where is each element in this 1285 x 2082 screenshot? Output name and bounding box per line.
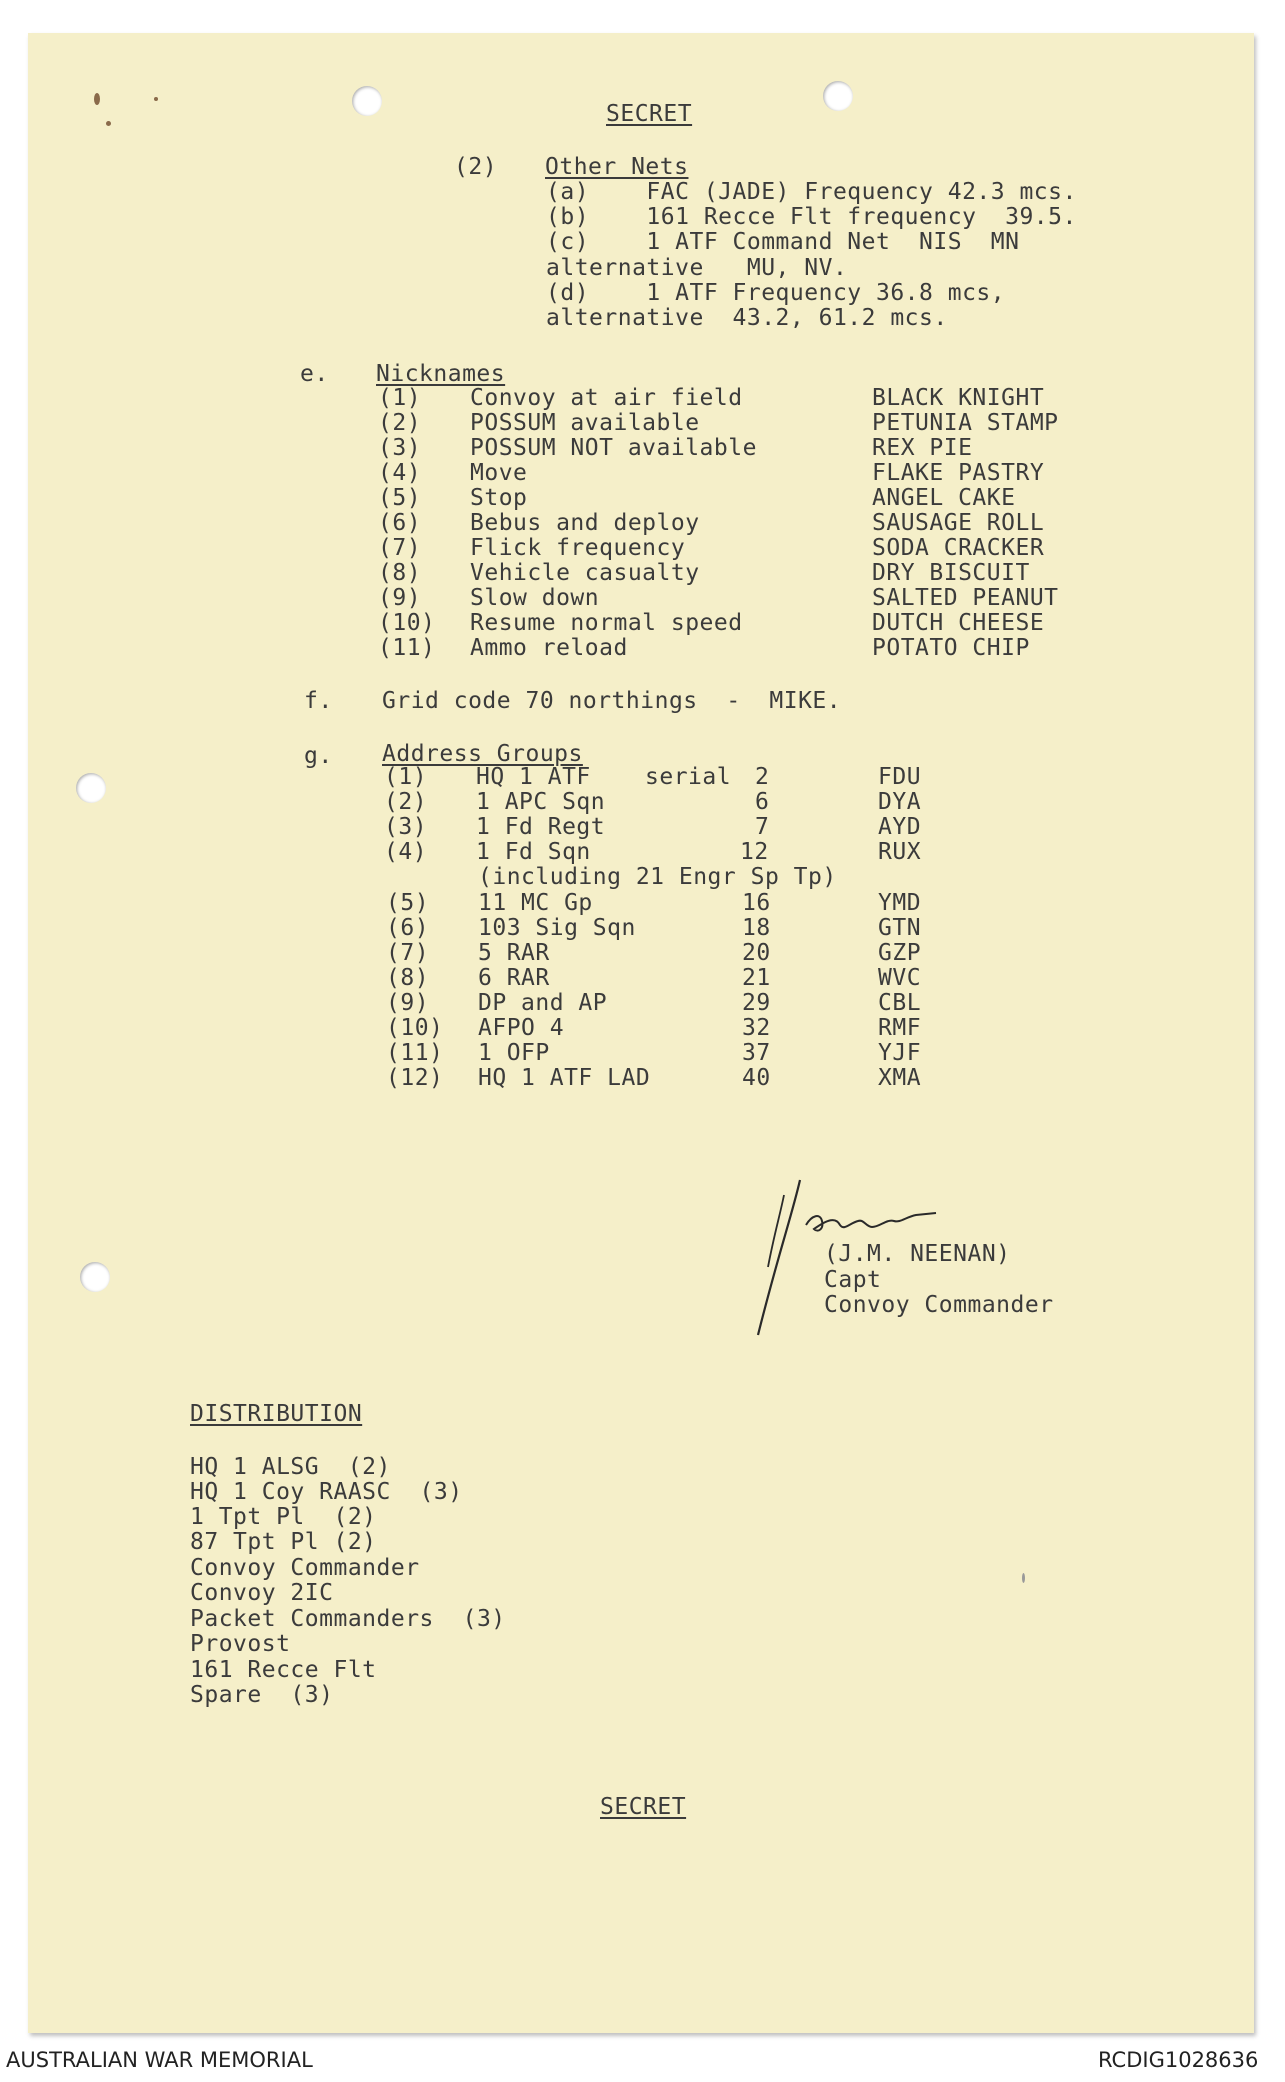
address-serial: 16 — [742, 890, 771, 916]
address-code: YMD — [878, 890, 922, 916]
address-num: (7) — [386, 940, 430, 966]
nickname-num: (10) — [378, 610, 436, 636]
distribution-item: Provost — [190, 1631, 291, 1657]
header-classification: SECRET — [606, 101, 693, 127]
address-code: GZP — [878, 940, 922, 966]
nicknames-letter: e. — [300, 361, 329, 387]
serial-label: serial — [645, 764, 732, 790]
address-serial: 12 — [740, 839, 769, 865]
nickname-code: FLAKE PASTRY — [872, 460, 1045, 486]
ink-smudge — [106, 121, 111, 126]
footer-classification: SECRET — [600, 1794, 687, 1820]
address-unit: 1 Fd Sqn — [476, 839, 591, 865]
address-num: (10) — [386, 1015, 444, 1041]
address-serial: 2 — [755, 764, 770, 790]
nickname-label: Flick frequency — [470, 535, 686, 561]
address-serial: 18 — [742, 915, 771, 941]
address-code: XMA — [878, 1065, 922, 1091]
nickname-code: PETUNIA STAMP — [872, 410, 1059, 436]
nickname-num: (7) — [378, 535, 422, 561]
address-num: (1) — [384, 764, 428, 790]
nickname-num: (8) — [378, 560, 422, 586]
address-serial: 37 — [742, 1040, 771, 1066]
other-nets-line: (d) 1 ATF Frequency 36.8 mcs, — [546, 280, 1006, 306]
nickname-label: Slow down — [470, 585, 600, 611]
nickname-label: Convoy at air field — [470, 385, 743, 411]
address-code: WVC — [878, 965, 922, 991]
punch-hole — [76, 773, 106, 803]
address-unit: 103 Sig Sqn — [478, 915, 636, 941]
distribution-heading: DISTRIBUTION — [190, 1401, 363, 1427]
punch-hole — [80, 1262, 110, 1292]
grid-code-text: Grid code 70 northings - MIKE. — [382, 688, 842, 714]
address-serial: 21 — [742, 965, 771, 991]
nickname-num: (2) — [378, 410, 422, 436]
signatory-name: (J.M. NEENAN) — [824, 1241, 1011, 1267]
address-code: CBL — [878, 990, 922, 1016]
nickname-num: (5) — [378, 485, 422, 511]
address-groups-letter: g. — [304, 743, 333, 769]
other-nets-line: alternative MU, NV. — [546, 255, 848, 281]
address-code: RMF — [878, 1015, 922, 1041]
address-num: (5) — [386, 890, 430, 916]
nickname-code: SALTED PEANUT — [872, 585, 1059, 611]
address-code: FDU — [878, 764, 922, 790]
address-serial: 40 — [742, 1065, 771, 1091]
address-serial: 32 — [742, 1015, 771, 1041]
address-code: DYA — [878, 789, 922, 815]
nickname-code: REX PIE — [872, 435, 973, 461]
other-nets-line: (a) FAC (JADE) Frequency 42.3 mcs. — [546, 179, 1077, 205]
nickname-code: POTATO CHIP — [872, 635, 1030, 661]
nickname-num: (4) — [378, 460, 422, 486]
address-unit: 5 RAR — [478, 940, 550, 966]
nickname-label: Stop — [470, 485, 528, 511]
nickname-label: Bebus and deploy — [470, 510, 700, 536]
address-unit: 11 MC Gp — [478, 890, 593, 916]
nickname-num: (1) — [378, 385, 422, 411]
nickname-label: POSSUM available — [470, 410, 700, 436]
address-unit: 6 RAR — [478, 965, 550, 991]
distribution-item: Convoy 2IC — [190, 1580, 334, 1606]
ink-smudge — [154, 97, 158, 101]
distribution-item: HQ 1 ALSG (2) — [190, 1454, 391, 1480]
distribution-item: HQ 1 Coy RAASC (3) — [190, 1479, 463, 1505]
nickname-label: Move — [470, 460, 528, 486]
address-code: YJF — [878, 1040, 922, 1066]
nicknames-heading: Nicknames — [376, 361, 506, 387]
archive-label: AUSTRALIAN WAR MEMORIAL — [6, 2048, 313, 2072]
address-code: GTN — [878, 915, 922, 941]
grid-code-letter: f. — [304, 688, 333, 714]
nickname-num: (6) — [378, 510, 422, 536]
address-serial: 6 — [755, 789, 770, 815]
distribution-item: 87 Tpt Pl (2) — [190, 1529, 377, 1555]
distribution-item: Packet Commanders (3) — [190, 1606, 506, 1632]
address-note: (including 21 Engr Sp Tp) — [478, 864, 837, 890]
address-groups-heading: Address Groups — [382, 741, 583, 767]
address-num: (4) — [384, 839, 428, 865]
archive-id: RCDIG1028636 — [1098, 2048, 1259, 2072]
address-num: (11) — [386, 1040, 444, 1066]
address-serial: 20 — [742, 940, 771, 966]
nickname-num: (11) — [378, 635, 436, 661]
punch-hole — [823, 81, 853, 111]
ink-smudge — [1022, 1573, 1025, 1583]
other-nets-number: (2) — [454, 154, 498, 180]
punch-hole — [352, 86, 382, 116]
address-num: (9) — [386, 990, 430, 1016]
nickname-label: Ammo reload — [470, 635, 628, 661]
address-unit: HQ 1 ATF LAD — [478, 1065, 651, 1091]
other-nets-heading: Other Nets — [545, 154, 689, 180]
other-nets-line: (b) 161 Recce Flt frequency 39.5. — [546, 204, 1077, 230]
address-code: RUX — [878, 839, 922, 865]
address-serial: 29 — [742, 990, 771, 1016]
address-serial: 7 — [755, 814, 770, 840]
address-num: (12) — [386, 1065, 444, 1091]
other-nets-line: (c) 1 ATF Command Net NIS MN — [546, 229, 1020, 255]
address-unit: HQ 1 ATF — [476, 764, 591, 790]
document-page — [28, 33, 1254, 2033]
signatory-rank: Capt — [824, 1267, 882, 1293]
address-unit: 1 APC Sqn — [476, 789, 606, 815]
nickname-code: SAUSAGE ROLL — [872, 510, 1045, 536]
signatory-role: Convoy Commander — [824, 1292, 1054, 1318]
nickname-code: SODA CRACKER — [872, 535, 1045, 561]
address-num: (6) — [386, 915, 430, 941]
distribution-item: 1 Tpt Pl (2) — [190, 1504, 377, 1530]
nickname-label: Resume normal speed — [470, 610, 743, 636]
ink-smudge — [94, 93, 100, 105]
distribution-item: Spare (3) — [190, 1682, 334, 1708]
address-num: (8) — [386, 965, 430, 991]
nickname-code: DUTCH CHEESE — [872, 610, 1045, 636]
nickname-num: (3) — [378, 435, 422, 461]
nickname-label: POSSUM NOT available — [470, 435, 757, 461]
address-code: AYD — [878, 814, 922, 840]
address-unit: 1 Fd Regt — [476, 814, 606, 840]
nickname-code: BLACK KNIGHT — [872, 385, 1045, 411]
address-unit: 1 OFP — [478, 1040, 550, 1066]
address-unit: AFPO 4 — [478, 1015, 565, 1041]
distribution-item: 161 Recce Flt — [190, 1657, 377, 1683]
nickname-label: Vehicle casualty — [470, 560, 700, 586]
address-unit: DP and AP — [478, 990, 608, 1016]
other-nets-line: alternative 43.2, 61.2 mcs. — [546, 305, 948, 331]
address-num: (2) — [384, 789, 428, 815]
nickname-code: DRY BISCUIT — [872, 560, 1030, 586]
address-num: (3) — [384, 814, 428, 840]
distribution-item: Convoy Commander — [190, 1555, 420, 1581]
nickname-num: (9) — [378, 585, 422, 611]
nickname-code: ANGEL CAKE — [872, 485, 1016, 511]
